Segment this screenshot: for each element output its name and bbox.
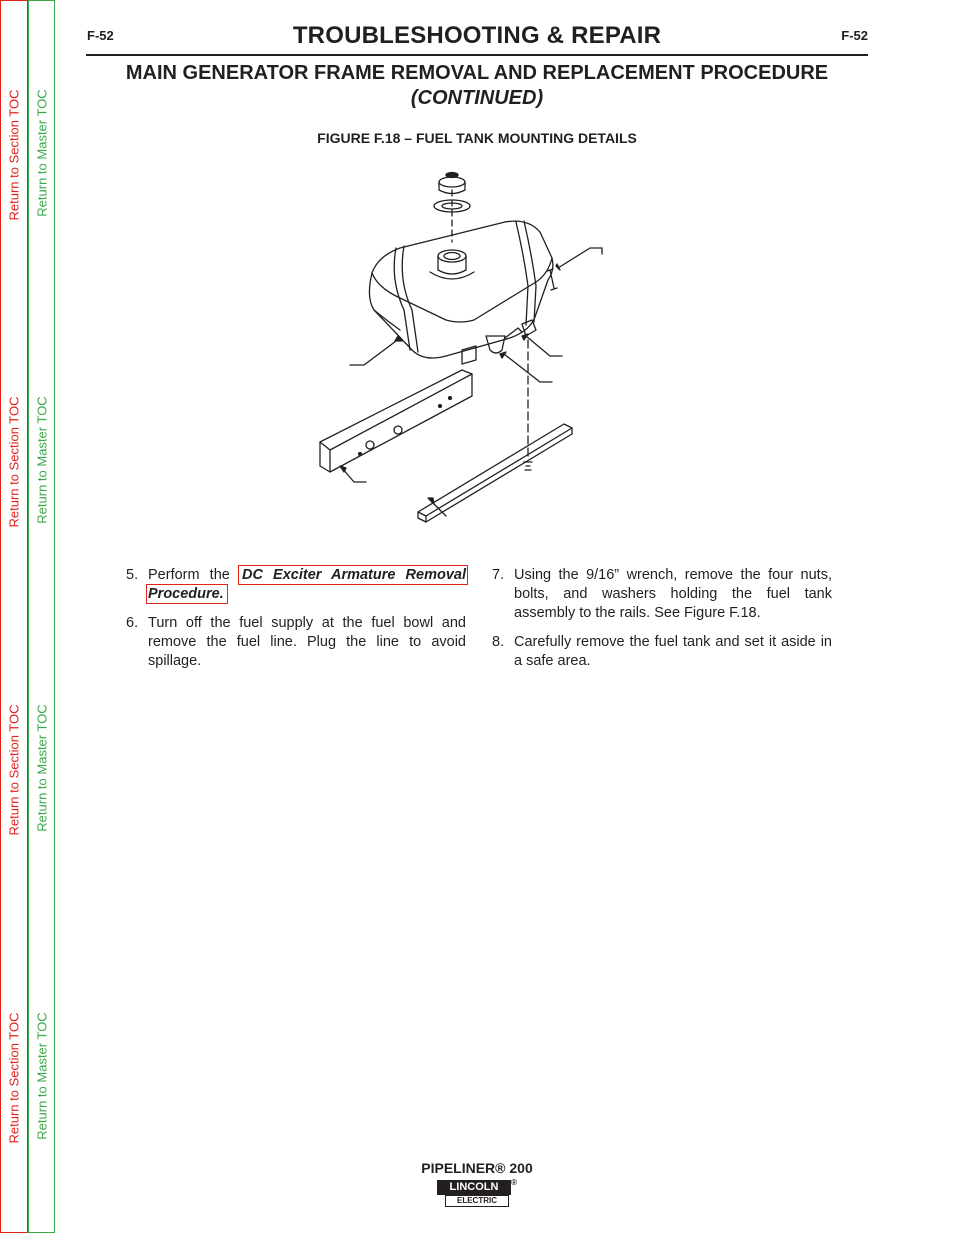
steps-right-column xyxy=(492,566,832,681)
dc-exciter-armature-removal-link[interactable]: DC Exciter Armature Removal Procedure. xyxy=(148,567,467,602)
page-number-right: F-52 xyxy=(841,28,868,43)
return-to-master-toc-link-2[interactable]: Return to Master TOC xyxy=(34,396,50,524)
step-8-number: 8. xyxy=(492,634,505,650)
steps-left-column xyxy=(126,566,466,681)
return-to-section-toc-link-4[interactable]: Return to Section TOC xyxy=(6,1012,22,1144)
step-5 xyxy=(126,566,466,604)
section-title-main: MAIN GENERATOR FRAME REMOVAL AND REPLACEMENT PROCEDURE xyxy=(125,62,829,84)
right-rail-drawing xyxy=(418,424,572,522)
step-8 xyxy=(492,633,832,671)
page-number-left: F-52 xyxy=(87,28,114,43)
return-to-master-toc-link-4[interactable]: Return to Master TOC xyxy=(34,1012,50,1140)
section-title xyxy=(0,61,954,111)
step-7 xyxy=(492,566,832,623)
step-7-number: 7. xyxy=(492,567,505,583)
step-5-number: 5. xyxy=(126,567,139,583)
fuel-tank-drawing xyxy=(369,221,552,364)
return-to-section-toc-link-1[interactable]: Return to Section TOC xyxy=(6,89,22,221)
step-6-text: Turn off the fuel supply at the fuel bowl and remove the fuel line. Plug the line to avoid spillage. xyxy=(148,615,466,669)
logo-top-text: LINCOLN xyxy=(437,1180,511,1195)
figure-caption: FIGURE F.18 – FUEL TANK MOUNTING DETAILS xyxy=(317,130,637,146)
chapter-title: TROUBLESHOOTING & REPAIR xyxy=(292,22,662,49)
step-8-text: Carefully remove the fuel tank and set it aside in a safe area. xyxy=(514,634,832,669)
section-title-continued: (CONTINUED) xyxy=(410,87,544,109)
step-6 xyxy=(126,614,466,671)
step-7-text: Using the 9/16” wrench, remove the four nuts, bolts, and washers holding the fuel tank assembly to the rails. See Figure F.18. xyxy=(514,567,832,621)
step-6-number: 6. xyxy=(126,615,139,631)
return-to-master-toc-link-3[interactable]: Return to Master TOC xyxy=(34,704,50,832)
logo-registered-mark: ® xyxy=(511,1178,517,1187)
lincoln-electric-logo xyxy=(437,1180,517,1208)
left-rail-drawing xyxy=(320,370,472,472)
header-rule xyxy=(86,54,868,56)
step-5-text: Perform the xyxy=(148,567,230,583)
logo-bottom-text: ELECTRIC xyxy=(445,1195,509,1207)
product-name: PIPELINER® 200 xyxy=(421,1160,533,1176)
return-to-master-toc-link-1[interactable]: Return to Master TOC xyxy=(34,89,50,217)
fuel-tank-diagram xyxy=(300,160,640,530)
return-to-section-toc-link-3[interactable]: Return to Section TOC xyxy=(6,704,22,836)
return-to-section-toc-link-2[interactable]: Return to Section TOC xyxy=(6,396,22,528)
